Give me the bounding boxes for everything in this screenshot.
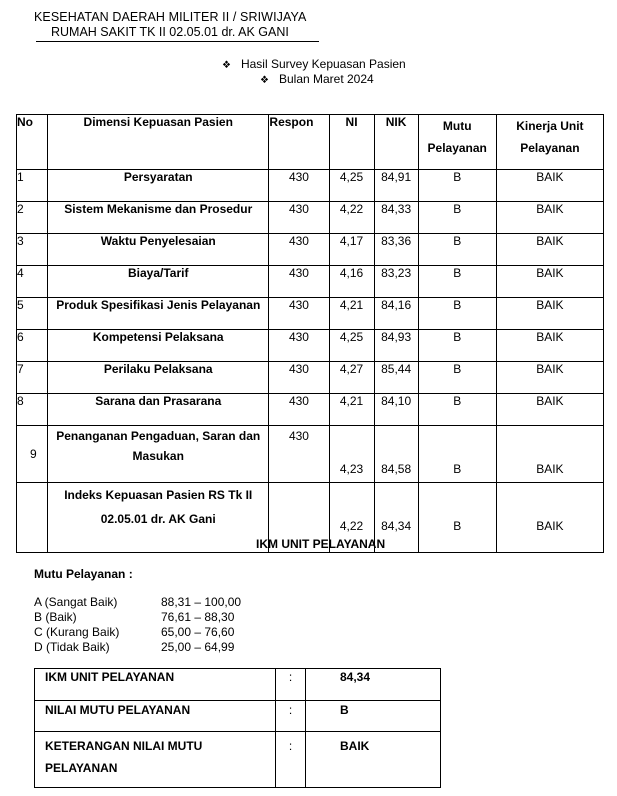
cell-nik: 84,33: [374, 202, 418, 234]
cell-nik: 84,93: [374, 330, 418, 362]
table-row: [17, 234, 604, 266]
subtitle-text-2: Bulan Maret 2024: [278, 72, 374, 86]
subtitle-text-1: Hasil Survey Kepuasan Pasien: [240, 57, 406, 71]
cell-nik: 84,16: [374, 298, 418, 330]
cell-nik: 84,58: [374, 426, 418, 483]
cell-nik: 83,23: [374, 266, 418, 298]
cell-nik: 83,36: [374, 234, 418, 266]
legend-item: [34, 610, 241, 625]
legend-range: 65,00 – 76,60: [161, 625, 235, 639]
cell-mutu: B: [418, 362, 496, 394]
cell-respon: 430: [269, 298, 329, 330]
cell-mutu: B: [418, 330, 496, 362]
legend-label: B (Baik): [34, 610, 77, 624]
cell-dimensi: Produk Spesifikasi Jenis Pelayanan: [48, 298, 269, 330]
cell-nik: 84,91: [374, 170, 418, 202]
cell-respon: 430: [269, 202, 329, 234]
diamond-bullet-icon: ❖: [260, 75, 269, 86]
cell-respon: 430: [269, 330, 329, 362]
summary-row: [35, 669, 441, 701]
subtitle-line-1: [222, 57, 406, 71]
cell-mutu: B: [418, 234, 496, 266]
mutu-legend-title: Mutu Pelayanan :: [34, 567, 133, 581]
cell-no: 5: [17, 298, 48, 330]
cell-no: 1: [17, 170, 48, 202]
cell-respon: 430: [269, 170, 329, 202]
cell-no: 6: [17, 330, 48, 362]
cell-no: 2: [17, 202, 48, 234]
ikm-title: IKM UNIT PELAYANAN: [256, 537, 386, 551]
cell-ni: 4,25: [329, 170, 374, 202]
cell-kinerja: BAIK: [496, 170, 603, 202]
header-line-1: KESEHATAN DAERAH MILITER II / SRIWIJAYA: [34, 10, 307, 24]
survey-table: [16, 114, 604, 553]
cell-dimensi: Perilaku Pelaksana: [48, 362, 269, 394]
table-row: [17, 298, 604, 330]
cell-mutu: B: [418, 266, 496, 298]
summary-value: BAIK: [306, 732, 441, 788]
summary-value: 84,34: [306, 669, 441, 701]
cell-no: 8: [17, 394, 48, 426]
cell-kinerja: BAIK: [496, 426, 603, 483]
cell-mutu: B: [418, 394, 496, 426]
legend-label: D (Tidak Baik): [34, 640, 110, 654]
cell-nik: 84,10: [374, 394, 418, 426]
cell-respon: 430: [269, 426, 329, 483]
legend-label: A (Sangat Baik): [34, 595, 118, 609]
cell-respon: 430: [269, 362, 329, 394]
summary-table: [34, 668, 441, 788]
cell-dimensi: Penanganan Pengaduan, Saran dan Masukan: [48, 426, 269, 483]
index-nik: 84,34: [374, 483, 418, 553]
table-row: [17, 426, 604, 483]
cell-dimensi: Sistem Mekanisme dan Prosedur: [48, 202, 269, 234]
cell-dimensi: Persyaratan: [48, 170, 269, 202]
cell-mutu: B: [418, 202, 496, 234]
cell-ni: 4,21: [329, 298, 374, 330]
summary-label: NILAI MUTU PELAYANAN: [35, 701, 276, 732]
cell-dimensi: Sarana dan Prasarana: [48, 394, 269, 426]
header-respon: Respon: [269, 115, 329, 170]
summary-colon: :: [276, 732, 306, 788]
table-row: [17, 266, 604, 298]
legend-item: [34, 595, 241, 610]
header-nik: NIK: [374, 115, 418, 170]
mutu-legend: [34, 595, 241, 655]
header-underline: [36, 41, 319, 42]
cell-kinerja: BAIK: [496, 234, 603, 266]
index-label: Indeks Kepuasan Pasien RS Tk II 02.05.01 dr. AK Gani: [48, 483, 269, 553]
cell-kinerja: BAIK: [496, 202, 603, 234]
cell-ni: 4,25: [329, 330, 374, 362]
cell-nik: 85,44: [374, 362, 418, 394]
cell-ni: 4,23: [329, 426, 374, 483]
header-ni: NI: [329, 115, 374, 170]
cell-mutu: B: [418, 426, 496, 483]
legend-item: [34, 625, 241, 640]
cell-respon: 430: [269, 234, 329, 266]
cell-kinerja: BAIK: [496, 394, 603, 426]
legend-range: 76,61 – 88,30: [161, 610, 235, 624]
cell-ni: 4,27: [329, 362, 374, 394]
summary-colon: :: [276, 669, 306, 701]
summary-value: B: [306, 701, 441, 732]
summary-colon: :: [276, 701, 306, 732]
cell-dimensi: Kompetensi Pelaksana: [48, 330, 269, 362]
legend-item: [34, 640, 241, 655]
cell-respon: 430: [269, 266, 329, 298]
cell-no: 4: [17, 266, 48, 298]
cell-kinerja: BAIK: [496, 266, 603, 298]
cell-mutu: B: [418, 170, 496, 202]
summary-row: [35, 701, 441, 732]
cell-kinerja: BAIK: [496, 362, 603, 394]
cell-kinerja: BAIK: [496, 330, 603, 362]
legend-label: C (Kurang Baik): [34, 625, 120, 639]
summary-label: KETERANGAN NILAI MUTU PELAYANAN: [35, 732, 276, 788]
cell-no: 3: [17, 234, 48, 266]
index-kinerja: BAIK: [496, 483, 603, 553]
cell-kinerja: BAIK: [496, 298, 603, 330]
cell-dimensi: Biaya/Tarif: [48, 266, 269, 298]
table-row: [17, 394, 604, 426]
cell-ni: 4,16: [329, 266, 374, 298]
header-line-2: RUMAH SAKIT TK II 02.05.01 dr. AK GANI: [51, 25, 289, 39]
header-no: No: [17, 115, 48, 170]
table-row: [17, 202, 604, 234]
cell-no: 7: [17, 362, 48, 394]
header-mutu: Mutu Pelayanan: [418, 115, 496, 170]
header-kinerja: Kinerja Unit Pelayanan: [496, 115, 603, 170]
table-header-row: [17, 115, 604, 170]
table-row: [17, 330, 604, 362]
cell-no-empty: [17, 483, 48, 553]
summary-row: [35, 732, 441, 788]
summary-label: IKM UNIT PELAYANAN: [35, 669, 276, 701]
index-mutu: B: [418, 483, 496, 553]
legend-range: 25,00 – 64,99: [161, 640, 235, 654]
table-row: [17, 170, 604, 202]
diamond-bullet-icon: ❖: [222, 60, 231, 71]
cell-dimensi: Waktu Penyelesaian: [48, 234, 269, 266]
cell-respon: 430: [269, 394, 329, 426]
legend-range: 88,31 – 100,00: [161, 595, 242, 609]
cell-no: 9: [17, 426, 48, 483]
cell-ni: 4,21: [329, 394, 374, 426]
header-dimensi: Dimensi Kepuasan Pasien: [48, 115, 269, 170]
subtitle-line-2: [260, 72, 374, 86]
cell-mutu: B: [418, 298, 496, 330]
cell-ni: 4,22: [329, 202, 374, 234]
index-ni: 4,22: [329, 483, 374, 553]
cell-ni: 4,17: [329, 234, 374, 266]
table-row: [17, 362, 604, 394]
